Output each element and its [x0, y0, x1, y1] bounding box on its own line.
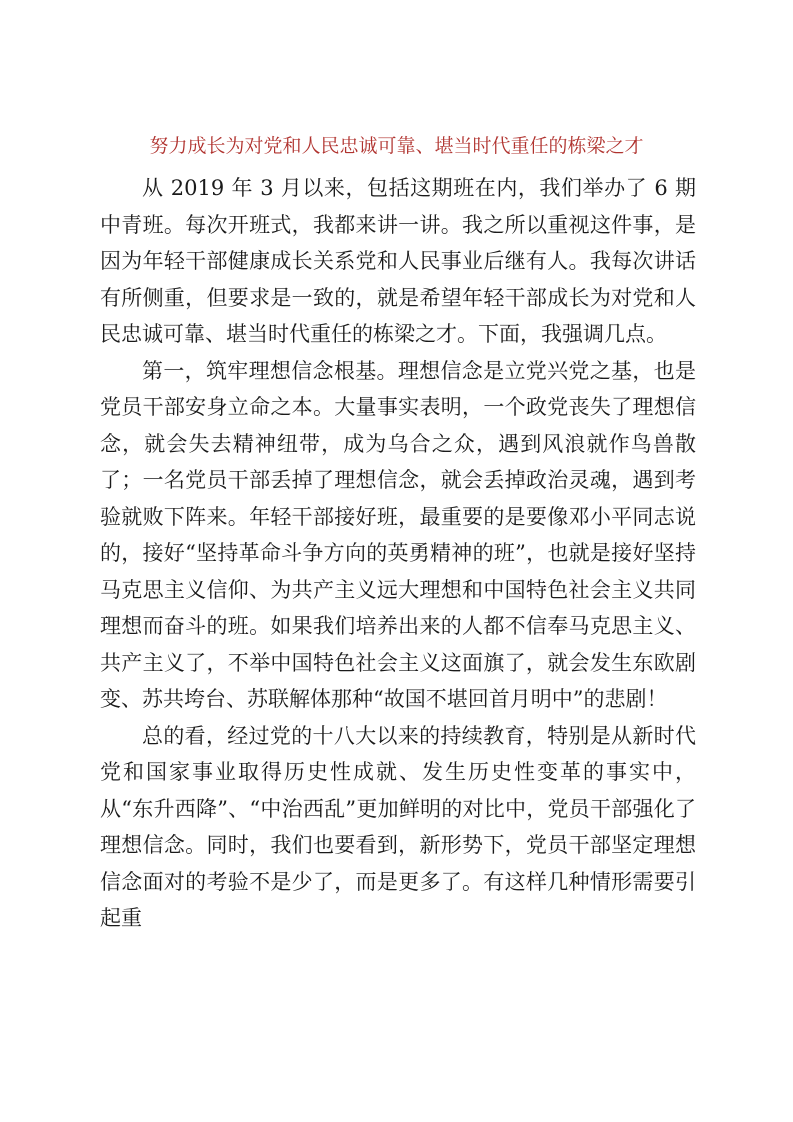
paragraph-intro: 从 2019 年 3 月以来，包括这期班在内，我们举办了 6 期中青班。每次开班式，我都来讲一讲。我之所以重视这件事，是因为年轻干部健康成长关系党和人民事业后继有人。我每次讲话有所侧重，但要求是一致的，就是希望年轻干部成长为对党和人民忠诚可靠、堪当时代重任的栋梁之才。下面，我强调几点。: [100, 176, 696, 346]
paragraph-overview: 总的看，经过党的十八大以来的持续教育，特别是从新时代党和国家事业取得历史性成就、发生历史性变革的事实中，从“东升西降”、“中治西乱”更加鲜明的对比中，党员干部强化了理想信念。同时，我们也要看到，新形势下，党员干部坚定理想信念面对的考验不是少了，而是更多了。有这样几种情形需要引起重: [100, 723, 696, 930]
document-title: 努力成长为对党和人民忠诚可靠、堪当时代重任的栋梁之才: [149, 135, 644, 157]
document-body: [100, 170, 696, 937]
paragraph-ideals: 第一，筑牢理想信念根基。理想信念是立党兴党之基，也是党员干部安身立命之本。大量事实表明，一个政党丧失了理想信念，就会失去精神纽带，成为乌合之众，遇到风浪就作鸟兽散了；一名党员干部丢掉了理想信念，就会丢掉政治灵魂，遇到考验就败下阵来。年轻干部接好班，最重要的是要像邓小平同志说的，接好“坚持革命斗争方向的英勇精神的班”，也就是接好坚持马克思主义信仰、为共产主义远大理想和中国特色社会主义共同理想而奋斗的班。如果我们培养出来的人都不信奉马克思主义、共产主义了，不举中国特色社会主义这面旗了，就会发生东欧剧变、苏共垮台、苏联解体那种“故国不堪回首月明中”的悲剧！: [100, 358, 696, 711]
